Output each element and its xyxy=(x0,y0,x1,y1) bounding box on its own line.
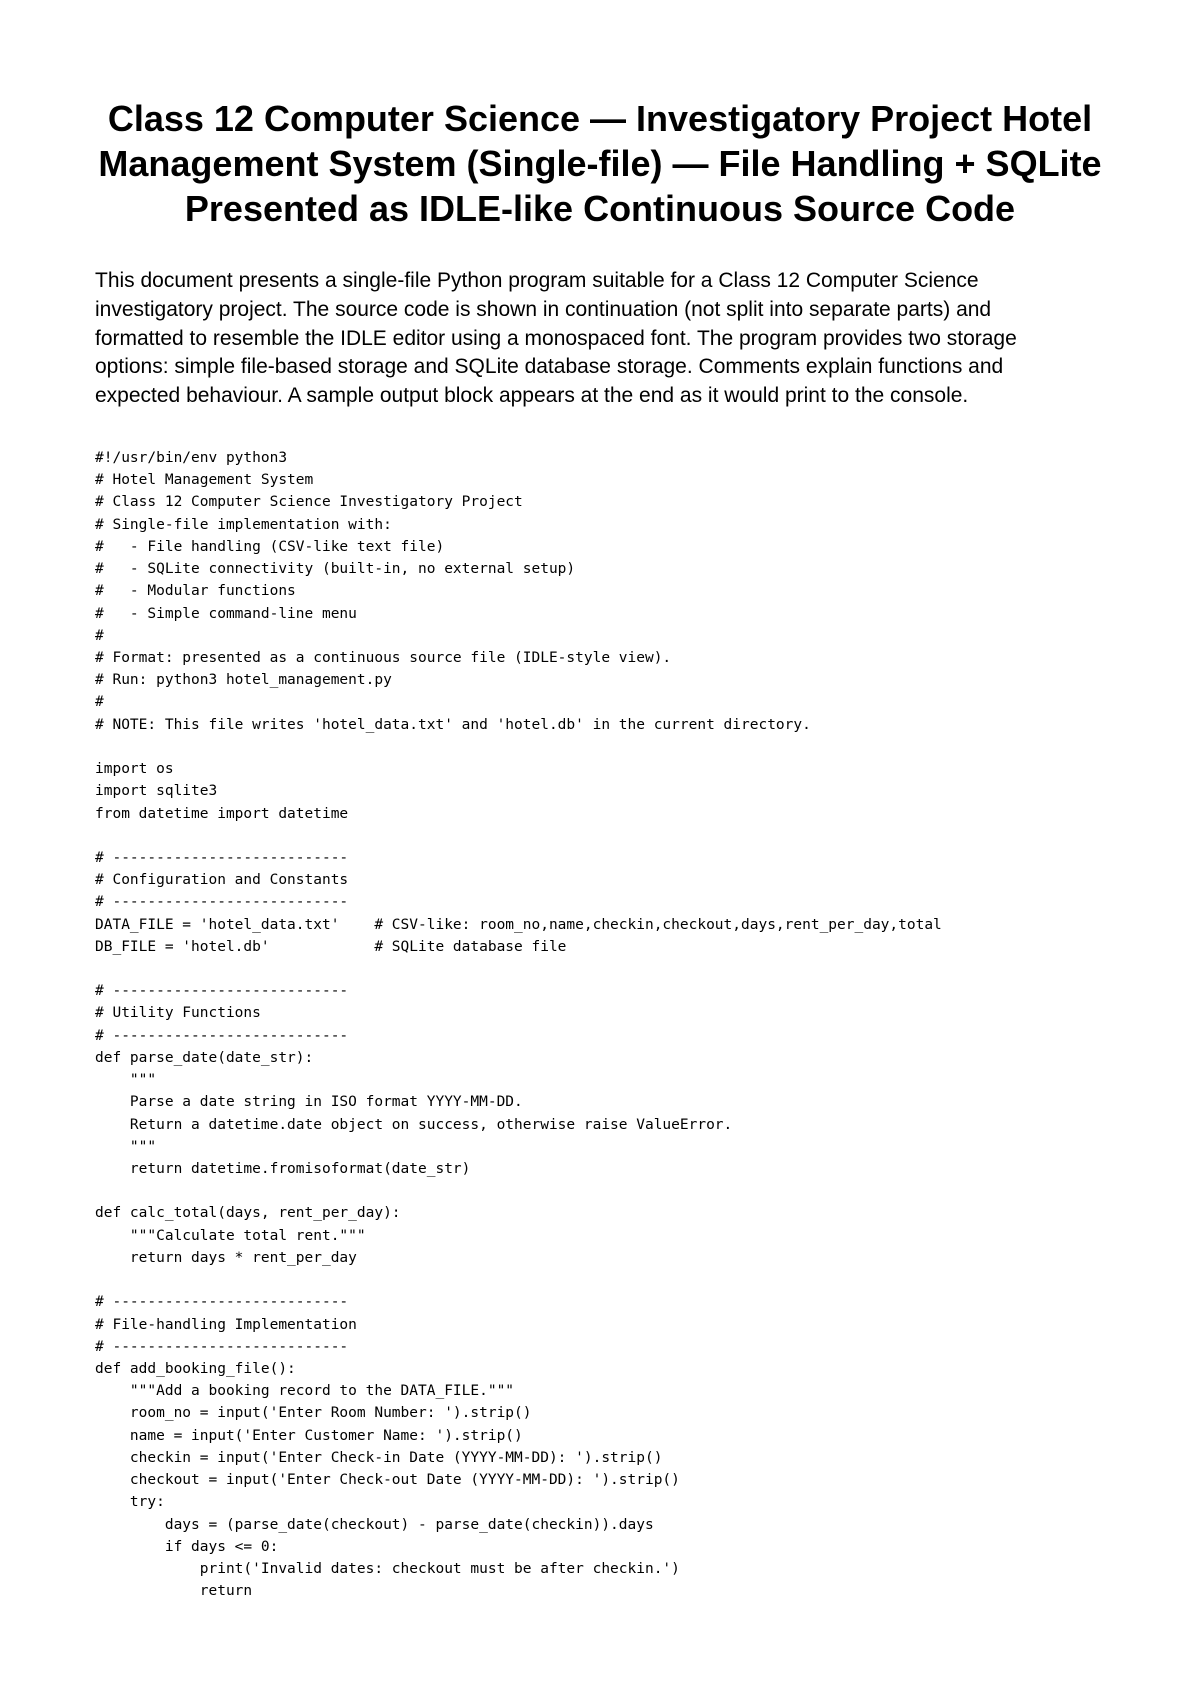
code-line: days = (parse_date(checkout) - parse_date(checkin)).days xyxy=(95,1516,654,1533)
code-line: # File-handling Implementation xyxy=(95,1316,357,1333)
code-line: def calc_total(days, rent_per_day): xyxy=(95,1205,401,1222)
code-line: name = input('Enter Customer Name: ').strip() xyxy=(95,1427,523,1444)
code-line xyxy=(95,1180,1195,1202)
code-line: # Run: python3 hotel_management.py xyxy=(95,672,392,689)
code-line: return days * rent_per_day xyxy=(95,1249,357,1266)
code-line: # xyxy=(95,694,104,711)
code-line: # Utility Functions xyxy=(95,1005,261,1022)
code-line: return xyxy=(95,1583,253,1600)
code-line: Parse a date string in ISO format YYYY-MM-DD. xyxy=(95,1094,523,1111)
code-line: checkout = input('Enter Check-out Date (YYYY-MM-DD): ').strip() xyxy=(95,1472,680,1489)
code-line: # --------------------------- xyxy=(95,1027,349,1044)
code-line: # --------------------------- xyxy=(95,894,349,911)
code-line: # NOTE: This file writes 'hotel_data.txt' and 'hotel.db' in the current directory. xyxy=(95,716,811,733)
document-title: Class 12 Computer Science — Investigatory Project Hotel Management System (Single-file) — File Handling + SQLite Presented as IDLE-like Continuous Source Code xyxy=(98,98,1102,229)
code-line: from datetime import datetime xyxy=(95,805,349,822)
code-line: room_no = input('Enter Room Number: ').strip() xyxy=(95,1405,532,1422)
code-line: DB_FILE = 'hotel.db' # SQLite database file xyxy=(95,938,567,955)
code-line: # - Simple command-line menu xyxy=(95,605,357,622)
code-line: # --------------------------- xyxy=(95,1294,349,1311)
code-line: print('Invalid dates: checkout must be after checkin.') xyxy=(95,1560,680,1577)
code-line: # Configuration and Constants xyxy=(95,872,349,889)
code-line: # Class 12 Computer Science Investigatory Project xyxy=(95,494,523,511)
code-line: # Single-file implementation with: xyxy=(95,516,392,533)
code-line: Return a datetime.date object on success, otherwise raise ValueError. xyxy=(95,1116,733,1133)
code-line: if days <= 0: xyxy=(95,1538,279,1555)
code-line: # - File handling (CSV-like text file) xyxy=(95,538,445,555)
code-line: def parse_date(date_str): xyxy=(95,1049,314,1066)
code-line: import os xyxy=(95,761,174,778)
code-line: import sqlite3 xyxy=(95,783,218,800)
code-line: # Format: presented as a continuous source file (IDLE-style view). xyxy=(95,649,672,666)
code-line: # Hotel Management System xyxy=(95,472,314,489)
code-line xyxy=(95,958,1195,980)
code-line: try: xyxy=(95,1494,165,1511)
code-line: checkin = input('Enter Check-in Date (YYYY-MM-DD): ').strip() xyxy=(95,1449,663,1466)
code-line xyxy=(95,825,1195,847)
code-line xyxy=(95,1269,1195,1291)
code-line: return datetime.fromisoformat(date_str) xyxy=(95,1161,471,1177)
code-line: #!/usr/bin/env python3 xyxy=(95,450,288,466)
code-line: def add_booking_file(): xyxy=(95,1360,296,1377)
code-line: """ xyxy=(95,1072,157,1089)
code-line: """Calculate total rent.""" xyxy=(95,1227,366,1244)
intro-paragraph: This document presents a single-file Python program suitable for a Class 12 Computer Science investigatory project. The source code is shown in continuation (not split into separate parts) and formatted to resemble the IDLE editor using a monospaced font. The program provides two storage options: simple file-based storage and SQLite database storage. Comments explain functions and expected behaviour. A sample output block appears at the end as it would print to the console. xyxy=(95,269,1017,408)
code-line: # xyxy=(95,627,104,644)
code-line: DATA_FILE = 'hotel_data.txt' # CSV-like: room_no,name,checkin,checkout,days,rent_per_day,total xyxy=(95,916,942,933)
code-line: # --------------------------- xyxy=(95,1338,349,1355)
code-line: # - Modular functions xyxy=(95,583,296,600)
code-line: """Add a booking record to the DATA_FILE.""" xyxy=(95,1383,515,1400)
code-line: # --------------------------- xyxy=(95,849,349,866)
source-code-block xyxy=(95,447,1195,1602)
code-line: # --------------------------- xyxy=(95,983,349,1000)
code-line: """ xyxy=(95,1138,157,1155)
code-line: # - SQLite connectivity (built-in, no external setup) xyxy=(95,561,576,578)
code-line xyxy=(95,736,1195,758)
